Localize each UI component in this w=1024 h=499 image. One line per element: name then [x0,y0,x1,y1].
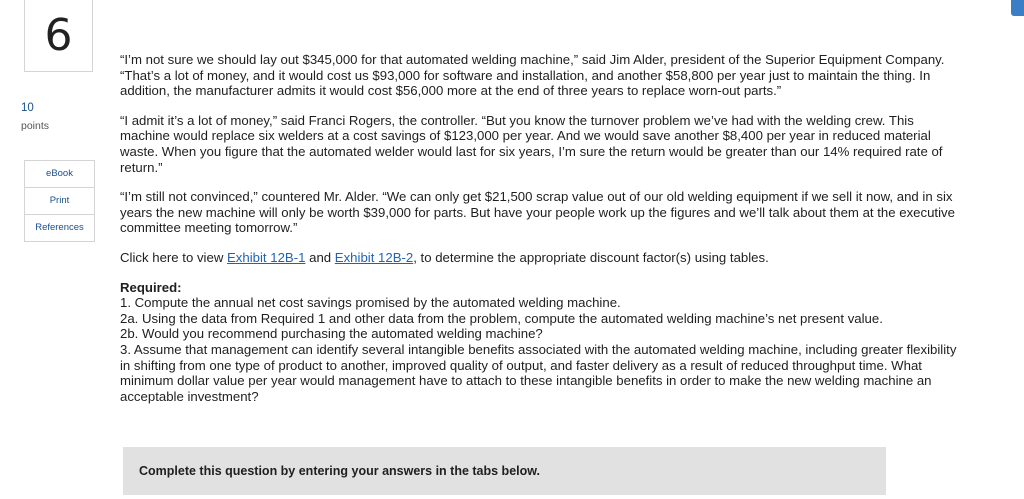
print-button[interactable]: Print [25,188,94,215]
paragraph-2: “I admit it’s a lot of money,” said Franci Rogers, the controller. “But you know the turnover problem we’ve had with the welding crew. This machine would replace six welders at a cost savings of $123,000 per year. And we would save another $8,400 per year in reduced material waste. When you figure that the automated welder would last for six years, I’m sure the return would be greater than our 14% required rate of return.” [120,112,943,175]
corner-tab[interactable] [1011,0,1024,16]
ebook-button[interactable]: eBook [25,161,94,188]
required-item-2a: 2a. Using the data from Required 1 and other data from the problem, compute the automated welding machine’s net present value. [120,310,883,326]
instruction-banner [123,447,886,495]
exhibit-suffix: , to determine the appropriate discount factor(s) using tables. [413,249,769,265]
question-content [120,52,962,404]
banner-text: Complete this question by entering your answers in the tabs below. [139,464,540,478]
exhibit-12b-1-link[interactable]: Exhibit 12B-1 [227,249,306,265]
exhibit-prefix: Click here to view [120,249,228,265]
required-item-3: 3. Assume that management can identify several intangible benefits associated with the automated welding machine, including greater flexibility in shifting from one type of product to another, improved quality of output, and faster delivery as a result of reduced throughput time. What minimum dollar value per year would management have to attach to these intangible benefits in order to make the new welding machine an acceptable investment? [120,341,957,404]
required-item-2b: 2b. Would you recommend purchasing the automated welding machine? [120,326,543,342]
resource-buttons [24,160,95,242]
question-number: 6 [24,0,93,72]
paragraph-1: “I’m not sure we should lay out $345,000 for that automated welding machine,” said Jim Alder, president of the Superior Equipment Company. “That’s a lot of money, and it would cost us $93,000 for software and installation, and another $58,800 per year just to maintain the thing. In addition, the manufacturer admits it would cost $56,000 more at the end of three years to replace worn-out parts.” [120,52,945,99]
required-section [120,280,962,405]
exhibit-line [120,250,962,266]
required-item-1: 1. Compute the annual net cost savings promised by the automated welding machine. [120,295,621,311]
exhibit-middle: and [305,249,335,265]
exhibit-12b-2-link[interactable]: Exhibit 12B-2 [334,249,414,265]
required-title: Required: [120,279,182,295]
paragraph-3: “I’m still not convinced,” countered Mr. Alder. “We can only get $21,500 scrap value out of our old welding equipment if we sell it now, and in six years the new machine will only be worth $39,000 for parts. But have your people work up the figures and we’ll talk about them at the executive committee meeting tomorrow.” [120,189,955,236]
points-label: points [21,120,50,132]
points-value: 10 [21,102,34,114]
references-button[interactable]: References [35,222,84,233]
